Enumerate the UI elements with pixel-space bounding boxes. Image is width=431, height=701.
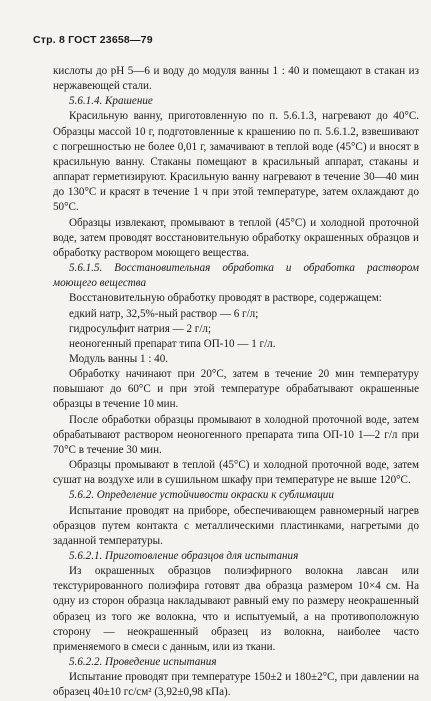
section-heading: 5.6.2. Определение устойчивости окраски к сублимации [69, 489, 334, 502]
paragraph: Испытание проводят на приборе, обеспечивающем равномерный нагрев образцов путем контакта с металлическими пластинками, нагретыми до заданной температуры. [53, 504, 419, 547]
list-item: Модуль ванны 1 : 40. [69, 352, 169, 365]
section-heading: 5.6.2.1. Приготовление образцов для испытания [69, 550, 299, 562]
section-heading: 5.6.1.4. Крашение [69, 95, 153, 108]
section-heading: 5.6.1.5. Восстановительная обработка и обработка раствором моющего вещества [53, 262, 419, 290]
section-heading: 5.6.2.2. Проведение испытания [69, 656, 217, 669]
document-body [53, 64, 419, 701]
page-header: Стр. 8 ГОСТ 23658—79 [33, 34, 153, 46]
paragraph: Образцы извлекают, промывают в теплой (45°С) и холодной проточной воде, затем проводят восстановительную обработку окрашенных образцов и обработку раствором моющего вещества. [53, 216, 419, 259]
paragraph: кислоты до pH 5—6 и воду до модуля ванны 1 : 40 и помещают в стакан из нержавеющей стали. [53, 65, 419, 93]
paragraph: После обработки образцы промывают в холодной проточной воде, затем обрабатывают раствором неоногенного препарата типа ОП-10 1—2 г/л при 70°С в течение 30 мин. [53, 413, 419, 456]
paragraph: Красильную ванну, приготовленную по п. 5.6.1.3, нагревают до 40°С. Образцы массой 10 г, подготовленные к крашению по п. 5.6.1.2, взвешивают с погрешностью не более 0,01 г, замачивают в теплой воде (45°С) и вносят в красильную ванну. Стаканы помещают в красильный аппарат, стаканы и аппарат герметизируют. Красильную ванну нагревают в течение 30—40 мин до 130°С и красят в течение 1 ч при этой температуре, затем охлаждают до 50°С. [53, 110, 419, 214]
list-item: едкий натр, 32,5%-ный раствор — 6 г/л; [69, 307, 259, 320]
paragraph: Из окрашенных образцов полиэфирного волокна лавсан или текстурированного полиэфира готовят два образца размером 10×4 см. На одну из сторон образца накладывают равный ему по размеру неокрашенный образец из того же волокна, что и испытуемый, а на противоположную сторону — неокрашенный образец из волокна, наиболее часто применяемого в смеси с данным, или из ткани. [53, 565, 419, 653]
list-item: неоногенный препарат типа ОП-10 — 1 г/л. [69, 337, 276, 350]
paragraph: Испытание проводят при температуре 150±2 и 180±2°С, при давлении на образец 40±10 гс/см² (3,92±0,98 кПа). [53, 671, 419, 699]
paragraph: Образцы промывают в теплой (45°С) и холодной проточной воде, затем сушат на воздухе или в сушильном шкафу при температуре не выше 120°С. [53, 459, 419, 487]
list-item: гидросульфит натрия — 2 г/л; [69, 322, 212, 335]
paragraph: Обработку начинают при 20°С, затем в течение 20 мин температуру повышают до 60°С и при этой температуре обрабатывают окрашенные образцы в течение 10 мин. [53, 368, 419, 411]
paragraph: Восстановительную обработку проводят в растворе, содержащем: [69, 292, 382, 305]
